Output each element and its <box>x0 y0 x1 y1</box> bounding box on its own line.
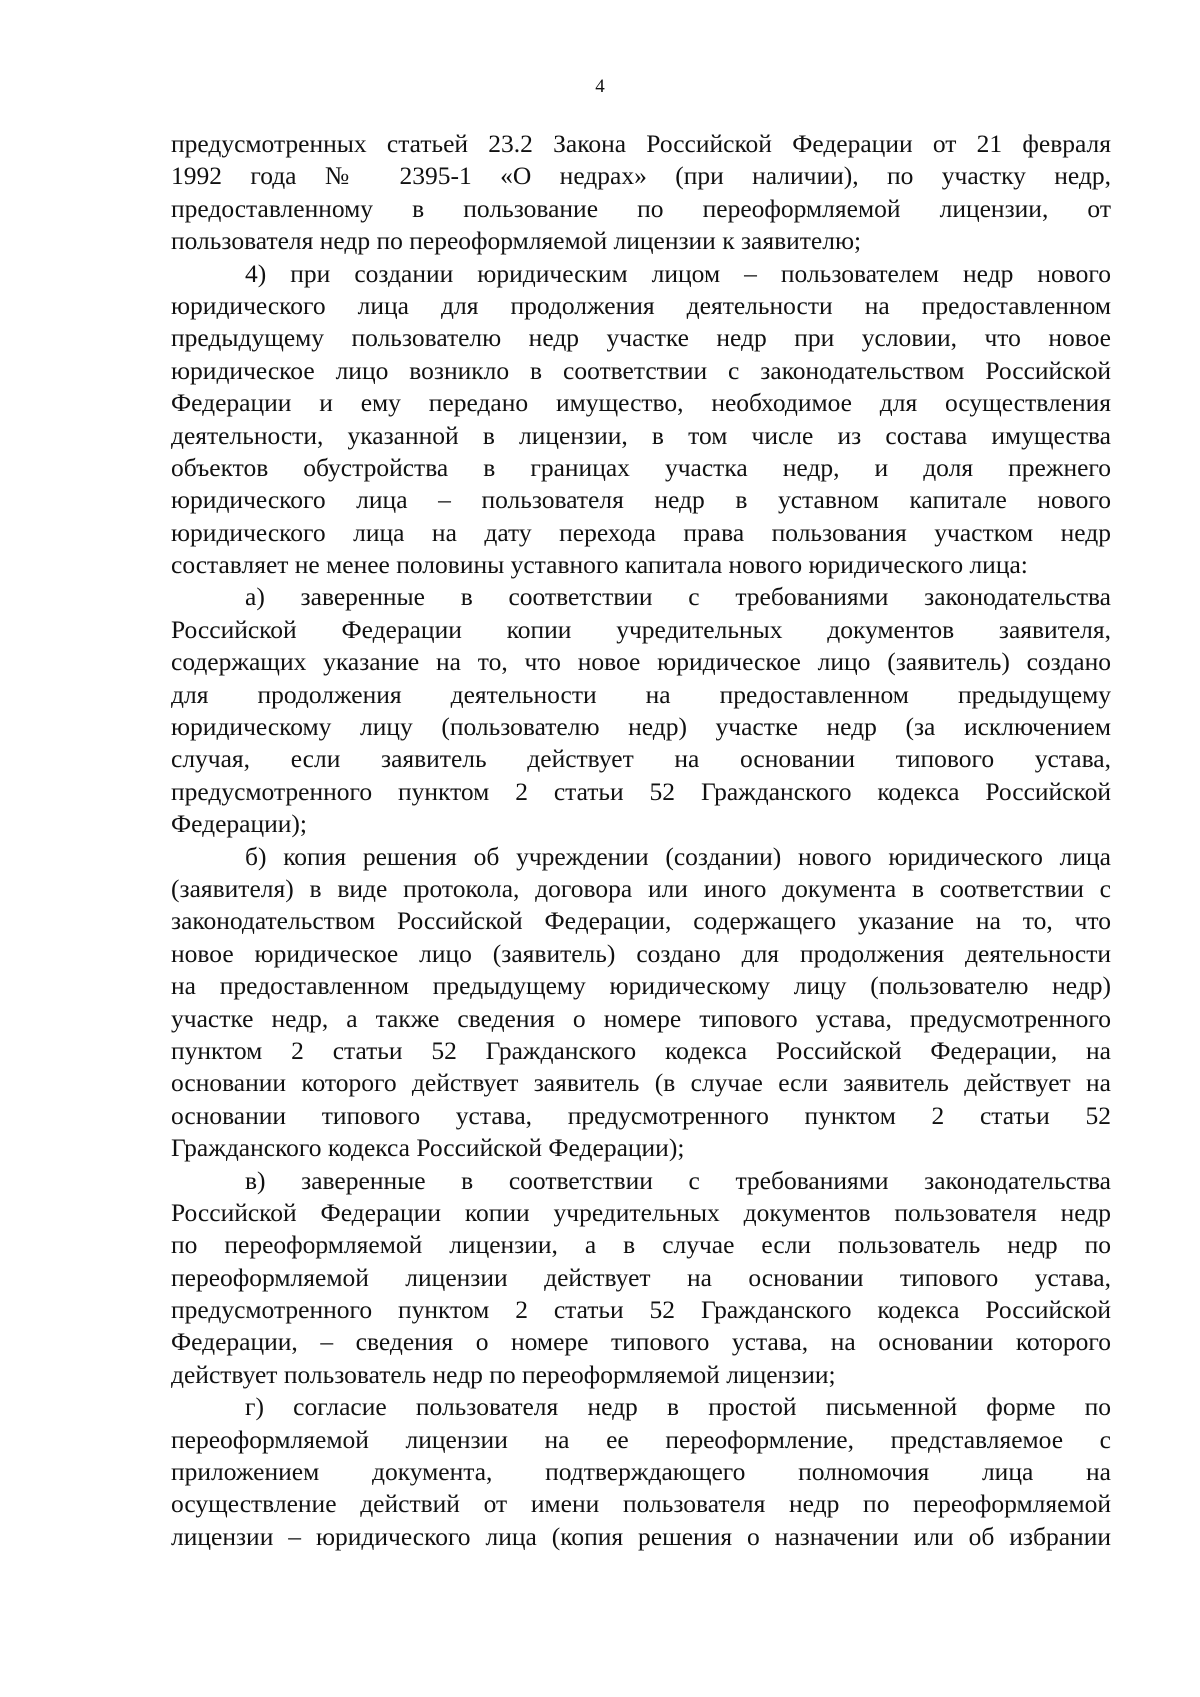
text-line: Российской Федерации копии учредительных документов заявителя, <box>171 614 1111 644</box>
text-line: предусмотренного пунктом 2 статьи 52 Гражданского кодекса Российской <box>171 776 1111 806</box>
text-line: на предоставленном предыдущему юридическому лицу (пользователю недр) <box>171 971 1111 1001</box>
text-line: 1992 года № 2395-1 «О недрах» (при наличии), по участку недр, <box>171 161 1111 191</box>
text-line: пользователя недр по переоформляемой лицензии к заявителю; <box>171 226 862 256</box>
text-line: приложением документа, подтверждающего полномочия лица на <box>171 1457 1111 1487</box>
page-number: 4 <box>595 76 605 97</box>
text-line: составляет не менее половины уставного капитала нового юридического лица: <box>171 550 1028 580</box>
text-line: Гражданского кодекса Российской Федерации); <box>171 1133 685 1163</box>
text-line: предыдущему пользователю недр участке недр при условии, что новое <box>171 323 1111 353</box>
text-line: содержащих указание на то, что новое юридическое лицо (заявитель) создано <box>171 647 1111 677</box>
text-line: предусмотренного пунктом 2 статьи 52 Гражданского кодекса Российской <box>171 1295 1111 1325</box>
text-line: для продолжения деятельности на предоставленном предыдущему <box>171 679 1111 709</box>
text-line: переоформляемой лицензии действует на основании типового устава, <box>171 1262 1111 1292</box>
text-line: юридического лица на дату перехода права пользования участком недр <box>171 517 1111 547</box>
paragraph-continuation <box>171 128 1111 258</box>
text-line: предусмотренных статьей 23.2 Закона Российской Федерации от 21 февраля <box>171 129 1111 158</box>
text-line: случая, если заявитель действует на основании типового устава, <box>171 744 1111 774</box>
text-line: объектов обустройства в границах участка недр, и доля прежнего <box>171 452 1111 482</box>
text-line: Федерации); <box>171 809 308 839</box>
text-line: деятельности, указанной в лицензии, в том числе из состава имущества <box>171 420 1111 450</box>
text-line: новое юридическое лицо (заявитель) создано для продолжения деятельности <box>171 938 1111 968</box>
text-line: основании которого действует заявитель (в случае если заявитель действует на <box>171 1068 1111 1098</box>
text-line: в) заверенные в соответствии с требованиями законодательства <box>245 1165 1111 1195</box>
document-body <box>171 128 1111 1553</box>
paragraph-item-b <box>171 841 1111 1165</box>
text-line: осуществление действий от имени пользователя недр по переоформляемой <box>171 1489 1111 1519</box>
text-line: а) заверенные в соответствии с требованиями законодательства <box>245 582 1111 612</box>
text-line: юридического лица для продолжения деятельности на предоставленном <box>171 290 1111 320</box>
text-line: б) копия решения об учреждении (создании) нового юридического лица <box>245 841 1111 871</box>
text-line: по переоформляемой лицензии, а в случае если пользователь недр по <box>171 1230 1111 1260</box>
text-line: переоформляемой лицензии на ее переоформление, представляемое с <box>171 1424 1111 1454</box>
text-line: юридического лица – пользователя недр в уставном капитале нового <box>171 485 1111 515</box>
text-line: юридическое лицо возникло в соответствии с законодательством Российской <box>171 355 1111 385</box>
text-line: Российской Федерации копии учредительных документов пользователя недр <box>171 1197 1111 1227</box>
paragraph-item-a <box>171 581 1111 840</box>
text-line: Федерации, – сведения о номере типового устава, на основании которого <box>171 1327 1111 1357</box>
text-line: основании типового устава, предусмотренного пунктом 2 статьи 52 <box>171 1100 1111 1130</box>
text-line: действует пользователь недр по переоформляемой лицензии; <box>171 1359 836 1389</box>
text-line: законодательством Российской Федерации, содержащего указание на то, что <box>171 906 1111 936</box>
text-line: (заявителя) в виде протокола, договора или иного документа в соответствии с <box>171 873 1111 903</box>
text-line: предоставленному в пользование по переоформляемой лицензии, от <box>171 193 1111 223</box>
text-line: лицензии – юридического лица (копия решения о назначении или об избрании <box>171 1521 1111 1551</box>
paragraph-item-g <box>171 1391 1111 1553</box>
text-line: юридическому лицу (пользователю недр) участке недр (за исключением <box>171 712 1111 742</box>
text-line: пунктом 2 статьи 52 Гражданского кодекса Российской Федерации, на <box>171 1035 1111 1065</box>
paragraph-item-4 <box>171 258 1111 582</box>
text-line: Федерации и ему передано имущество, необходимое для осуществления <box>171 388 1111 418</box>
paragraph-item-v <box>171 1165 1111 1392</box>
text-line: участке недр, а также сведения о номере типового устава, предусмотренного <box>171 1003 1111 1033</box>
text-line: г) согласие пользователя недр в простой письменной форме по <box>245 1392 1111 1422</box>
text-line: 4) при создании юридическим лицом – пользователем недр нового <box>245 258 1111 288</box>
